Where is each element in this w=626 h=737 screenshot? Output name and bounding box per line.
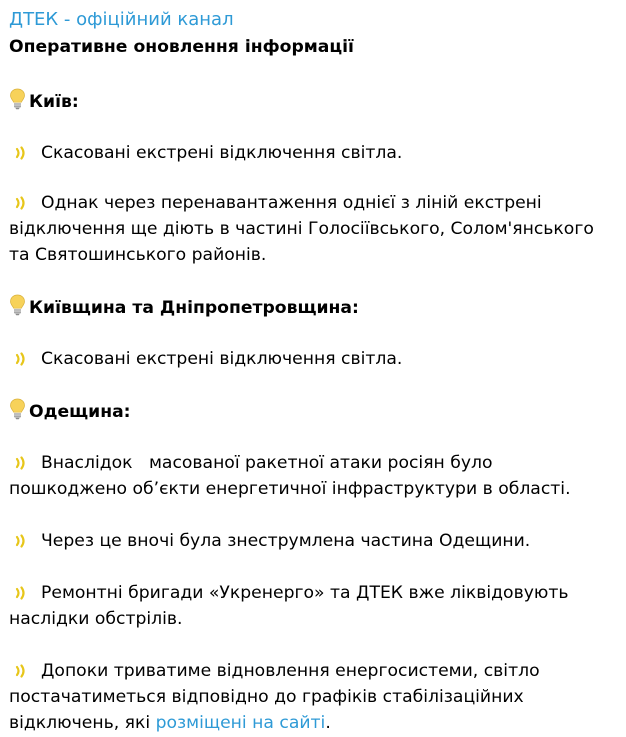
signal-wave-icon <box>15 586 29 600</box>
list-item-continuation: постачатиметься відповідно до графіків стабілізаційних <box>9 687 524 707</box>
list-item <box>9 580 568 606</box>
list-item-continuation: відключення ще діють в частині Голосіївського, Солом'янського <box>9 219 594 239</box>
list-item-text: Однак через перенавантаження однієї з ліній екстрені <box>41 193 542 213</box>
signal-wave-icon <box>15 146 29 160</box>
list-item-continuation <box>9 710 331 736</box>
list-item-text: Скасовані екстрені відключення світла. <box>41 349 403 369</box>
section-heading-kyiv-region <box>9 294 359 321</box>
list-item-text: Скасовані екстрені відключення світла. <box>41 143 403 163</box>
list-item-continuation: та Святошинського районів. <box>9 245 267 265</box>
list-item-text: Внаслідок масованої ракетної атаки росіян було <box>41 453 493 473</box>
section-heading-odesa-text: Одещина: <box>29 402 131 422</box>
section-heading-kyiv-region-text: Київщина та Дніпропетровщина: <box>29 298 359 318</box>
list-item-text: відключень, які <box>9 713 156 733</box>
website-link[interactable]: розміщені на сайті <box>155 713 326 733</box>
section-heading-kyiv-text: Київ: <box>29 92 79 112</box>
list-item <box>9 190 542 216</box>
signal-wave-icon <box>15 352 29 366</box>
signal-wave-icon <box>15 456 29 470</box>
list-item <box>9 658 540 684</box>
light-bulb-icon <box>9 88 26 110</box>
channel-name[interactable]: ДТЕК - офіційний канал <box>9 9 234 30</box>
list-item-text: Через це вночі була знеструмлена частина Одещини. <box>41 531 531 551</box>
light-bulb-icon <box>9 398 26 420</box>
list-item-text: Ремонтні бригади «Укренерго» та ДТЕК вже ліквідовують <box>41 583 569 603</box>
list-item-text: . <box>325 713 331 733</box>
signal-wave-icon <box>15 534 29 548</box>
list-item <box>9 346 402 372</box>
post-title: Оперативне оновлення інформації <box>9 37 354 57</box>
section-heading-kyiv <box>9 88 79 115</box>
light-bulb-icon <box>9 294 26 316</box>
list-item-text: Допоки триватиме відновлення енергосистеми, світло <box>41 661 540 681</box>
list-item <box>9 528 530 554</box>
signal-wave-icon <box>15 664 29 678</box>
list-item-continuation: пошкоджено об’єкти енергетичної інфраструктури в області. <box>9 479 571 499</box>
list-item <box>9 450 493 476</box>
signal-wave-icon <box>15 196 29 210</box>
list-item <box>9 140 402 166</box>
section-heading-odesa <box>9 398 131 425</box>
list-item-continuation: наслідки обстрілів. <box>9 609 183 629</box>
